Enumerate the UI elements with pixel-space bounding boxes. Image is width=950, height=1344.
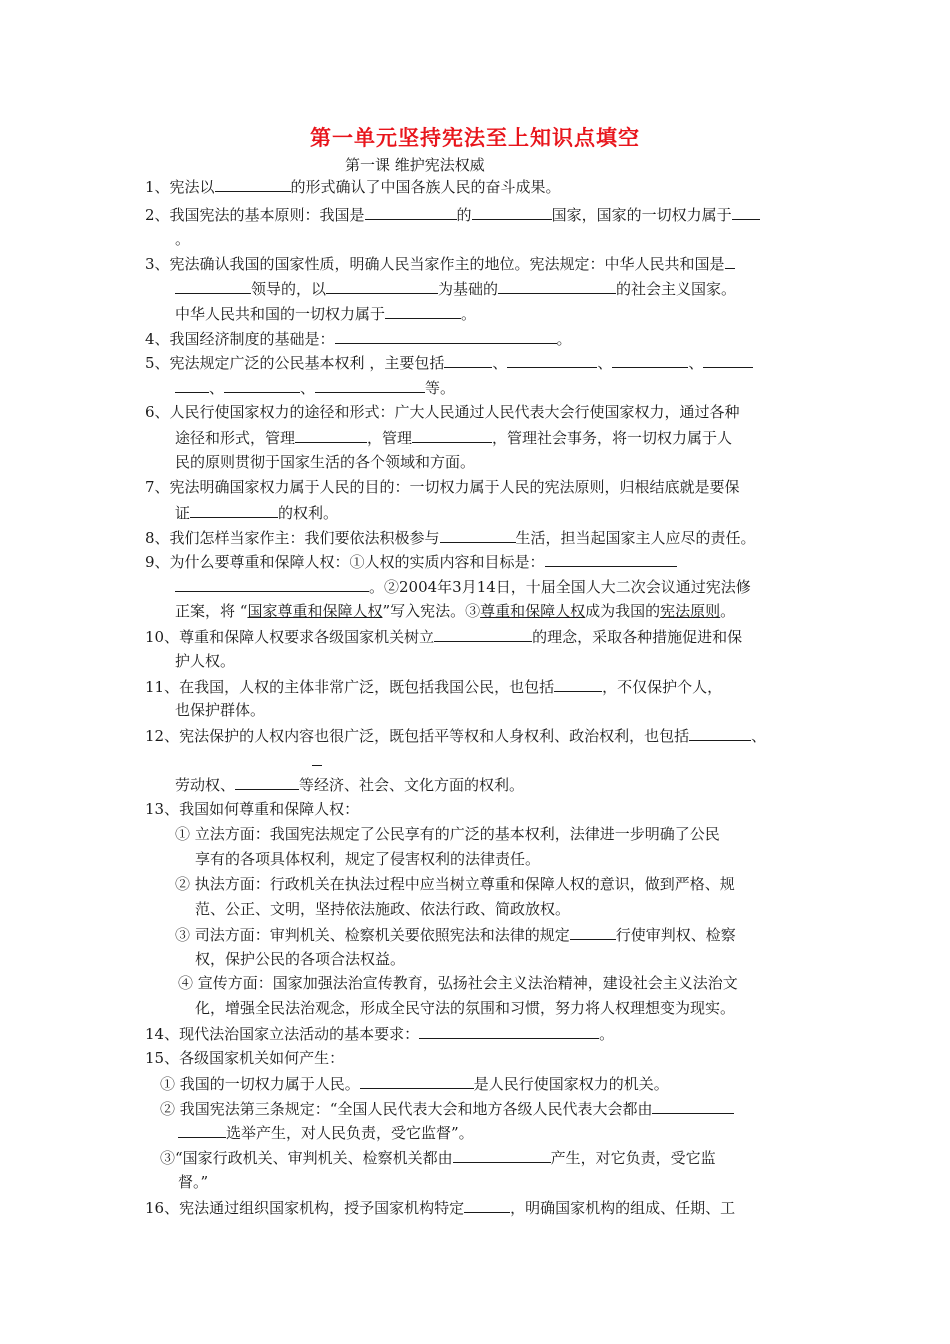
question-12-blank-mark <box>312 750 322 771</box>
question-7-line2: 证 的权利。 <box>175 504 339 522</box>
question-11-line2: 也保护群体。 <box>175 701 266 719</box>
question-15-point3-line2: 督。” <box>178 1173 209 1191</box>
question-2: 2、我国宪法的基本原则：我国是 的 国家，国家的一切权力属于 <box>145 204 760 225</box>
question-6: 6、人民行使国家权力的途径和形式：广大人民通过人民代表大会行使国家权力，通过各种 <box>145 403 740 421</box>
question-7: 7、宪法明确国家权力属于人民的目的：一切权力属于人民的宪法原则，归根结底就是要保 <box>145 478 740 496</box>
question-13-publicity: ④ 宣传方面：国家加强法治宣传教育，弘扬社会主义法治精神，建设社会主义法治文 <box>178 974 738 992</box>
question-12: 12、宪法保护的人权内容也很广泛，既包括平等权和人身权利、政治权利，也包括 、 <box>145 727 767 745</box>
question-13: 13、我国如何尊重和保障人权： <box>145 800 360 818</box>
question-13-judicial: ③ 司法方面：审判机关、检察机关要依照宪法和法律的规定 行使审判权、检察 <box>175 926 736 944</box>
question-13-enforcement: ② 执法方面：行政机关在执法过程中应当树立尊重和保障人权的意识，做到严格、规 <box>175 875 735 893</box>
question-10-line2: 护人权。 <box>175 652 236 670</box>
question-14: 14、现代法治国家立法活动的基本要求： 。 <box>145 1025 615 1043</box>
question-16: 16、宪法通过组织国家机构，授予国家机构特定 ，明确国家机构的组成、任期、工 <box>145 1199 736 1217</box>
question-3-line3: 中华人民共和国的一切权力属于 。 <box>175 305 477 323</box>
question-6-line3: 民的原则贯彻于国家生活的各个领域和方面。 <box>175 453 476 471</box>
question-15-point3: ③“国家行政机关、审判机关、检察机关都由 产生，对它负责，受它监 <box>160 1149 716 1167</box>
question-9-line2: 。②2004年3月14日，十届全国人大二次会议通过宪法修 <box>175 576 751 597</box>
question-11: 11、在我国，人权的主体非常广泛，既包括我国公民，也包括 ，不仅保护个人， <box>145 678 723 696</box>
question-15-point2-line2: 选举产生，对人民负责，受它监督”。 <box>178 1122 474 1143</box>
lesson-subtitle: 第一课 维护宪法权威 <box>345 156 485 174</box>
question-15-point2: ② 我国宪法第三条规定：“全国人民代表大会和地方各级人民代表大会都由 <box>160 1098 734 1119</box>
question-15: 15、各级国家机关如何产生： <box>145 1049 345 1067</box>
question-13-publicity-2: 化，增强全民法治观念，形成全民守法的氛围和习惯，努力将人权理想变为现实。 <box>195 999 736 1017</box>
question-2-end: 。 <box>175 230 191 248</box>
document-title: 第一单元坚持宪法至上知识点填空 <box>310 126 640 150</box>
question-3: 3、宪法确认我国的国家性质，明确人民当家作主的地位。宪法规定：中华人民共和国是 <box>145 253 735 274</box>
question-13-legislation: ① 立法方面：我国宪法规定了公民享有的广泛的基本权利，法律进一步明确了公民 <box>175 825 720 843</box>
question-5-line2: 、 、 等。 <box>175 377 455 398</box>
question-4: 4、我国经济制度的基础是： 。 <box>145 330 572 348</box>
question-9: 9、为什么要尊重和保障人权：①人权的实质内容和目标是： <box>145 551 677 572</box>
question-6-line2: 途径和形式，管理 ，管理 ，管理社会事务，将一切权力属于人 <box>175 429 733 447</box>
question-9-line3: 正案，将 “国家尊重和保障人权”写入宪法。③尊重和保障人权成为我国的宪法原则。 <box>175 602 736 620</box>
question-12-line2: 劳动权、 等经济、社会、文化方面的权利。 <box>175 776 525 794</box>
question-8: 8、我们怎样当家作主：我们要依法积极参与 生活，担当起国家主人应尽的责任。 <box>145 529 756 547</box>
question-13-legislation-2: 享有的各项具体权利，规定了侵害权利的法律责任。 <box>195 850 541 868</box>
question-13-judicial-2: 权，保护公民的各项合法权益。 <box>195 950 406 968</box>
question-3-line2: 领导的，以 为基础的 的社会主义国家。 <box>175 278 736 299</box>
question-13-enforcement-2: 范、公正、文明，坚持依法施政、依法行政、简政放权。 <box>195 900 571 918</box>
question-5: 5、宪法规定广泛的公民基本权利 ，主要包括 、 、 、 <box>145 352 753 373</box>
question-10: 10、尊重和保障人权要求各级国家机关树立 的理念，采取各种措施促进和保 <box>145 628 743 646</box>
question-15-point1: ① 我国的一切权力属于人民。 是人民行使国家权力的机关。 <box>160 1075 669 1093</box>
question-1: 1、宪法以 的形式确认了中国各族人民的奋斗成果。 <box>145 178 561 196</box>
